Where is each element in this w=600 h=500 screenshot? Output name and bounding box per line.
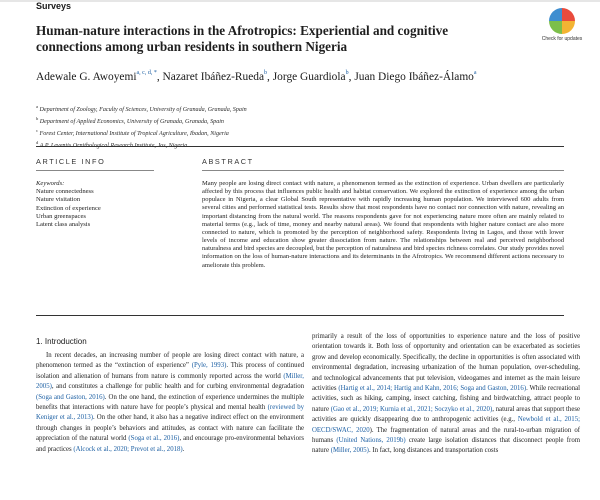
author-name[interactable]: Adewale G. Awoyemi [36,71,137,83]
body-text: ). The fragmentation of natural areas and the rural-to-urban migration of humans [312,426,580,445]
body-text: . This process of continued isolation and alienation of humans from nature is commonly reported across the world [36,362,304,380]
divider-info [36,170,154,171]
affiliation-text: Department of Zoology, Faculty of Sciences, University of Granada, Granada, Spain [38,107,247,113]
citation-link[interactable]: (United Nations, 2019b) [336,437,406,445]
check-for-updates-badge[interactable] [540,8,584,54]
affiliation-item [36,103,247,115]
top-rule [0,0,600,2]
affiliation-item [36,127,247,139]
affiliation-item [36,115,247,127]
divider-top [36,146,564,147]
author-affiliation-marker[interactable]: b [345,70,349,76]
body-text: In recent decades, an increasing number of people are losing direct contact with nature, a phenomenon termed as the “extinction of experience” [36,352,304,370]
article-info-heading: ARTICLE INFO [36,157,106,166]
journal-label: Surveys [36,1,72,11]
affiliation-marker: c [36,127,38,133]
keyword-item: Nature connectedness [36,188,94,196]
check-updates-icon [549,8,575,34]
body-text: . On the one hand, the extinction of experience undermines the multiple benefits that interactions with nature have for people’s physical and mental health [36,393,304,412]
keyword-item: Extinction of experience [36,204,101,212]
citation-link[interactable]: (Hartig et al., 2014; Hartig and Kahn, 2016; Soga and Gaston, 2016) [338,385,527,393]
body-text: primarily a result of the loss of opportunities to experience nature and the loss of positive orientation towards it. Both loss of opportunity and orientation can be exacerbated as societies grow and develop economically. Specifically, the decline in opportunities is often associated with environmental degradation, increasing urbanization of the human population, over-scheduling, and technological advancements that put television, videogames and internet as the main leisure activities [312,333,580,393]
article-title: Human-nature interactions in the Afrotropics: Experiential and cognitive connections among urban residents in southern Nigeria [36,23,449,54]
citation-link[interactable]: (Soga et al., 2016) [128,435,180,443]
body-text: . In fact, long distances and transportation costs [368,447,499,455]
author-separator: , [267,71,273,83]
affiliation-marker: b [36,115,39,121]
author-affiliation-marker[interactable]: b [264,70,268,76]
body-text: , and encourage pro-environmental behaviors and practices [36,435,304,453]
citation-link[interactable]: (Miller, 2005) [330,447,369,455]
citation-link[interactable]: (Miller, 2005) [36,372,304,391]
affiliation-item [36,139,247,151]
citation-link[interactable]: (reviewed by Keniger et al., 2013) [36,404,304,422]
affiliation-list [36,103,247,151]
keywords-block [36,180,154,229]
body-text: create large isolation distances that disconnect people from nature [312,437,581,455]
author-name[interactable]: Nazaret Ibáñez-Rueda [162,71,265,83]
affiliation-marker: d [36,139,39,145]
abstract-heading: ABSTRACT [202,157,254,166]
citation-link[interactable]: (Gao et al., 2019; Kurnia et al., 2021; Soczyko et al., 2020) [330,405,493,413]
abstract-text: Many people are losing direct contact with nature, a phenomenon termed as the extinction of experience. Urban dwellers are particularly affected by this process that influences public health and habitat conservation. We explored the extinction of experience among the urban populace in Nigeria, a clear Global South representative with rapidly increasing human population. We interviewed 600 adults from several cities and performed statistical tests. Results show that most respondents have no contact nor connection with nature, revealing an important distancing from the natural world. The reasons respondents gave for not experiencing nature more often are mainly related to material terms (e.g., lack of time, money and nearby natural areas). We found that respondents with higher nature contact are also more connected to nature, which is promoted by the perception of neighborhood safety. Respondents living in Lagos, and those with lower levels of income and education show greater dissociation from nature. The relationships between real and perceived neighborhood naturalness and bird species are decoupled, but the perception of naturalness and bird species richness correlates. Our study provides novel information on the loss of human-nature interactions and its determinants in the Afrotropics. We recommend different actions necessary to ameliorate this problem. [202,180,564,269]
citation-link[interactable]: (Soga and Gaston, 2016) [36,393,105,401]
citation-link[interactable]: Newbold et al., 2015; OECD/SWAC, 2020 [312,416,580,434]
author-list [36,66,556,85]
citation-link[interactable]: (Alcock et al., 2020; Prevot et al., 2018) [73,445,183,453]
divider-abstract [202,170,564,171]
divider-bottom [36,315,564,316]
body-text: , natural areas that support these activities are quickly disappearing due to anthropogenic activities (e.g., [312,405,581,424]
body-text: . [182,445,185,453]
keywords-heading: Keywords: [36,180,65,187]
body-text: . While recreational activities, such as hiking, camping, insect catching, fishing and birdwatching, attract people to nature [312,385,581,413]
citation-link[interactable]: (Pyle, 1993) [191,362,227,370]
author-affiliation-marker[interactable]: a [473,70,477,76]
body-text: . On the other hand, it also has a negative indirect effect on the environment through changes in people’s behaviors and attitudes, as contact with nature can facilitate the appreciation of the natural world [36,414,304,443]
body-text: , and constitutes a challenge for public health and for curbing environmental degradation [51,383,304,391]
introduction-heading: 1. Introduction [36,337,87,346]
keyword-item: Latent class analysis [36,221,91,229]
affiliation-text: Forest Center, International Institute of Tropical Agriculture, Ibadan, Nigeria [38,130,229,137]
intro-column-left [36,351,304,455]
author-separator: , [348,71,355,83]
check-updates-label: Check for updates [541,36,583,42]
intro-column-right [312,332,580,457]
affiliation-text: Department of Applied Economics, University of Granada, Granada, Spain [38,118,224,125]
author-name[interactable]: Jorge Guardiola [272,71,346,83]
author-name[interactable]: Juan Diego Ibáñez-Álamo [354,71,474,83]
author-affiliation-marker[interactable]: a, c, d, * [136,70,157,76]
affiliation-marker: a [36,104,38,109]
keyword-item: Nature visitation [36,196,81,204]
keyword-item: Urban greenspaces [36,212,86,220]
author-separator: , [156,71,163,83]
